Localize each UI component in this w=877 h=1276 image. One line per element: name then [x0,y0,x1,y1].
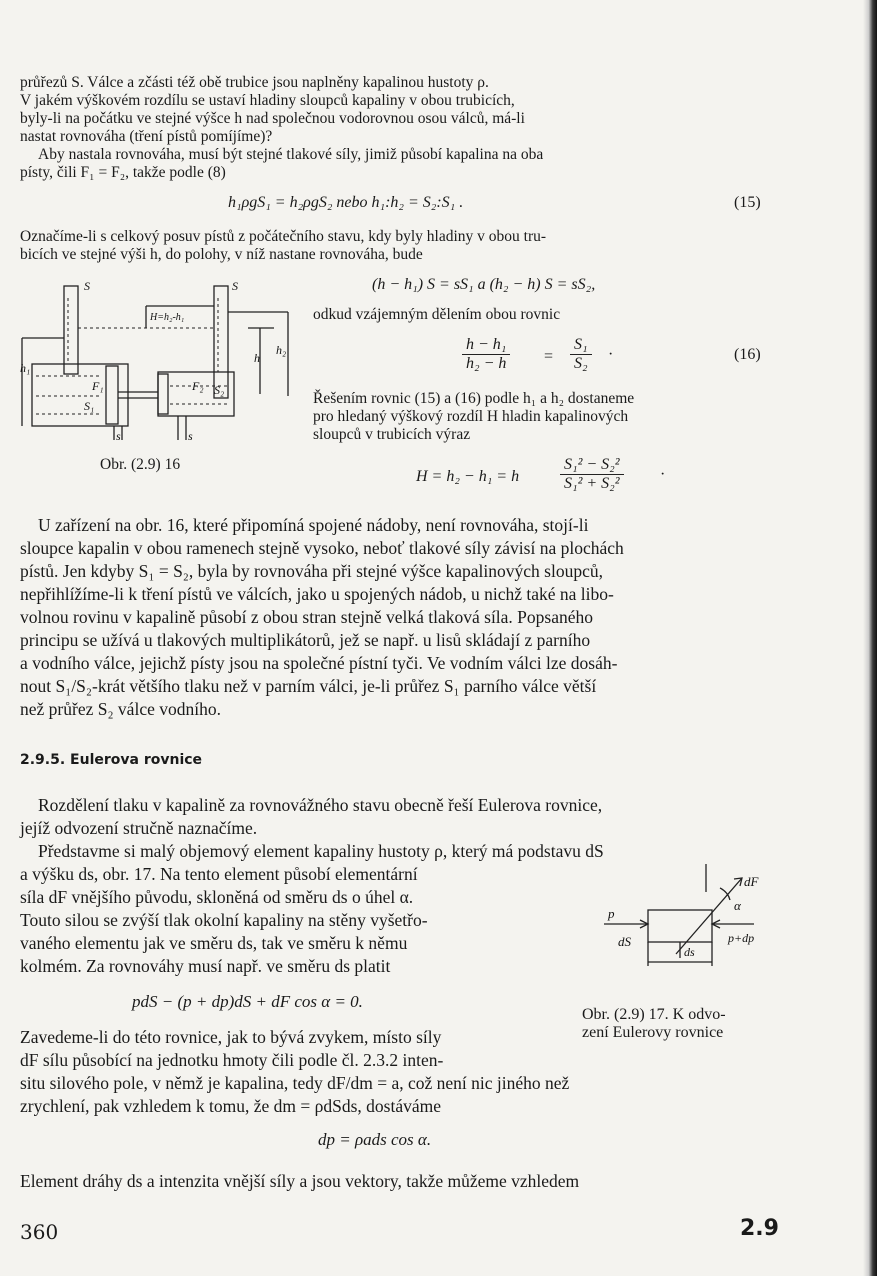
odkud-line: odkud vzájemným dělením obou rovnic [313,306,561,323]
section-heading: 2.9.5. Eulerova rovnice [20,752,203,768]
fluid-element [648,910,712,942]
text-line: nepřihlížíme-li k tření pístů ve válcích, jako u spojených nádob, u nichž také na libo- [20,584,614,604]
label-p: p [608,906,615,921]
text-line: nastat rovnováha (tření pístů pomíjíme)? [20,128,273,145]
text-line: než průřez S₂ válce vodního. [20,699,221,719]
label-ds: ds [684,945,695,959]
label-s-top-left: S [84,279,90,293]
label-dF: dF [744,874,759,889]
text-line-last: Element dráhy ds a intenzita vnější síly a jsou vektory, takže můžeme vzhledem [20,1171,580,1191]
eq16-right-fraction [570,336,592,373]
text-line: Představme si malý objemový element kapaliny hustoty ρ, který má podstavu dS [38,841,604,861]
text-line: Touto silou se zvýší tlak okolní kapaliny na stěny vyšetřo- [20,910,428,930]
left-piston [106,366,118,424]
text-line: jejíž odvození stručně naznačíme. [20,818,258,838]
text-line: pro hledaný výškový rozdíl H hladin kapalinových [313,408,629,425]
text-line: kolmém. Za rovnováhy musí např. ve směru ds platit [20,956,391,976]
eq16-right-numerator: S₁ [570,336,592,355]
label-alpha: α [734,898,741,913]
right-piston [158,374,168,414]
eq16-equals: = [544,348,554,365]
page-binding-edge [863,0,877,1276]
eq16-label: (16) [734,346,761,363]
figure-16-caption: Obr. (2.9) 16 [100,456,181,473]
eq16-dot: · [608,346,614,363]
eqH-numerator: S₁² − S₂² [560,456,624,475]
eqH-lhs: H = h₂ − h₁ = h [416,468,520,485]
equation-shift: (h − h₁) S = sS₁ a (h₂ − h) S = sS₂, [372,276,596,293]
caption-line: zení Eulerovy rovnice [582,1024,724,1041]
text-line: byly-li na počátku ve stejné výšce h nad společnou vodorovnou osou válců, má-li [20,110,525,127]
text-line: Řešením rovnic (15) a (16) podle h₁ a h₂ dostaneme [313,390,635,407]
text-line: vaného elementu jak ve směru ds, tak ve směru k němu [20,933,408,953]
text-line: Aby nastala rovnováha, musí být stejné tlakové síly, jimiž působí kapalina na oba [38,146,544,163]
label-s-bottom-left: s [116,429,121,443]
label-S1: S₁ [84,399,95,413]
text-line: pístů. Jen kdyby S₁ = S₂, byla by rovnováha při stejné výšce kapalinových sloupců, [20,561,603,581]
eq16-right-denominator: S₂ [574,355,588,372]
left-cylinder [32,364,128,426]
text-line: a výšku ds, obr. 17. Na tento element působí elementární [20,864,418,884]
figure-17 [594,862,774,978]
text-line: dF sílu působící na jednotku hmoty čili podle čl. 2.3.2 inten- [20,1050,444,1070]
chapter-number: 2.9 [740,1216,779,1241]
equation-15: h₁ρgS₁ = h₂ρgS₂ nebo h₁:h₂ = S₂:S₁ . [228,194,464,211]
text-line: V jakém výškovém rozdílu se ustaví hladiny sloupců kapaliny v obou trubicích, [20,92,515,109]
text-line: síla dF vnějšího původu, skloněná od směru ds o úhel α. [20,887,414,907]
label-h: h [254,351,260,365]
text-line: Zavedeme-li do této rovnice, jak to bývá zvykem, místo síly [20,1027,442,1047]
eqH-dot: · [660,466,666,483]
label-p-dp: p+dp [728,931,755,945]
text-line: zrychlení, pak vzhledem k tomu, že dm = ρdSds, dostáváme [20,1096,441,1116]
figure-16 [18,276,300,446]
text-line: průřezů S. Válce a zčásti též obě trubice jsou naplněny kapalinou hustoty ρ. [20,74,489,91]
equation-15-label: (15) [734,194,761,211]
right-tube [214,286,228,398]
eq16-left-denominator: h₂ − h [466,355,507,372]
label-dS: dS [618,934,631,949]
text-line: U zařízení na obr. 16, které připomíná spojené nádoby, není rovnováha, stojí-li [38,515,589,535]
label-h2: h₂ [276,343,287,357]
text-line: písty, čili F₁ = F₂, takže podle (8) [20,164,226,181]
label-s-top-right: S [232,279,238,293]
eq16-left-numerator: h − h₁ [462,336,510,355]
text-line: sloupců v trubicích výraz [313,426,471,443]
label-F1: F₁ [92,379,104,393]
equation-dp: dp = ρads cos α. [318,1130,432,1149]
eqH-fraction [560,456,624,493]
text-line: situ silového pole, v němž je kapalina, tedy dF/dm = a, což není nic jiného než [20,1073,570,1093]
eqH-denominator: S₁² + S₂² [564,475,620,492]
left-tube [64,286,78,374]
label-s-bottom-right: s [188,429,193,443]
eq16-left-fraction [462,336,510,373]
text-line: nout S₁/S₂-krát většího tlaku než v parním válci, je-li průřez S₁ parního válce větší [20,676,597,696]
page-number: 360 [20,1220,59,1244]
text-line: Rozdělení tlaku v kapalině za rovnovážného stavu obecně řeší Eulerova rovnice, [38,795,603,815]
text-line: volnou rovinu v kapalině působí z obou stran stejně velká tlaková síla. Popsaného [20,607,594,627]
label-F2: F₂ [192,379,204,393]
label-S2: S₂ [214,383,225,397]
label-h1: h₁ [20,361,31,375]
equation-euler: pdS − (p + dp)dS + dF cos α = 0. [132,992,363,1011]
text-line: a vodního válce, jejichž písty jsou na společné pístní tyči. Ve vodním válci lze dosáh- [20,653,618,673]
text-line: bicích ve stejné výši h, do polohy, v níž nastane rovnováha, bude [20,246,423,263]
text-line: sloupce kapalin v obou ramenech stejně vysoko, neboť tlakové síly závisí na plochách [20,538,624,558]
text-line: principu se užívá u tlakových multiplikátorů, jež se např. u lisů skládají z parního [20,630,591,650]
text-line: Označíme-li s celkový posuv pístů z počátečního stavu, kdy byly hladiny v obou tru- [20,228,547,245]
caption-line: Obr. (2.9) 17. K odvo- [582,1006,726,1023]
label-H: H=h₂-h₁ [150,312,185,323]
